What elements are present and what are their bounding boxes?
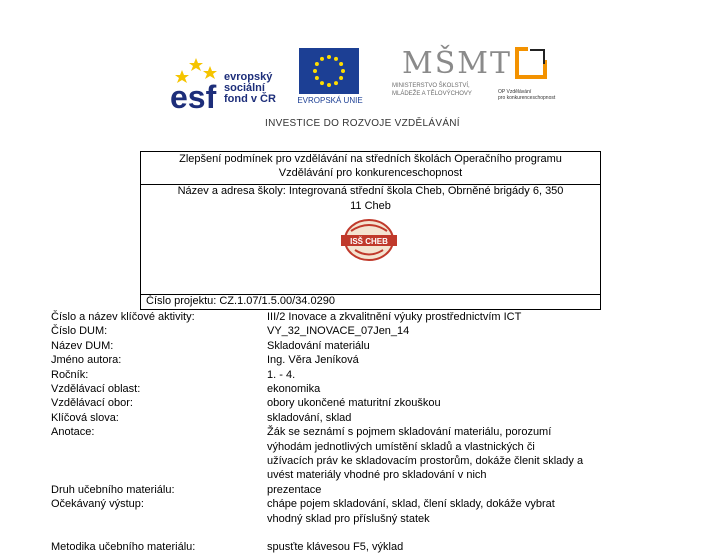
eu-star-icon [334, 81, 338, 85]
metadata-value-line: užívacích práv ke skladovacím prostorům, dokáže členit sklady a [267, 455, 584, 467]
msmt-text-line: MINISTERSTVO ŠKOLSTVÍ, [392, 83, 470, 89]
metadata-label: Číslo a název klíčové aktivity: [51, 311, 195, 323]
eu-star-icon [339, 62, 343, 66]
eu-logo [290, 48, 370, 118]
esf-text-line: evropský [224, 71, 273, 83]
metadata-value-line: chápe pojem skladování, sklad, člení sklady, dokáže vybrat [267, 498, 555, 511]
metadata-label: Metodika učebního materiálu: [51, 541, 196, 554]
msmt-text-line: MLÁDEŽE A TĚLOVÝCHOVY [392, 91, 472, 97]
metadata-value [267, 324, 647, 338]
op-square-icon [514, 46, 548, 80]
metadata-value [267, 339, 647, 353]
metadata-value [267, 368, 647, 382]
school-address-line: Název a adresa školy: Integrovaná střední škola Cheb, Obrněné brigády 6, 350 [177, 185, 564, 197]
info-box [140, 151, 601, 310]
metadata-label: Očekávaný výstup: [51, 498, 144, 511]
metadata-value-line: skladování, sklad [267, 411, 352, 424]
op-logo [492, 46, 582, 118]
seal-text: ISŠ CHEB [350, 237, 388, 246]
metadata-value-line: Ing. Věra Jeníková [267, 354, 359, 367]
metadata-value-line: vhodný sklad pro příslušný statek [267, 512, 430, 525]
msmt-text [392, 82, 502, 98]
metadata-value [267, 310, 647, 324]
metadata-value-line: Skladování materiálu [267, 339, 370, 352]
metadata-value [267, 411, 647, 425]
esf-text [224, 72, 276, 105]
metadata-value-line: spusťte klávesou F5, výklad [267, 541, 404, 554]
metadata-value [267, 497, 647, 526]
metadata-label: Jméno autora: [51, 354, 122, 367]
op-text [498, 89, 582, 101]
metadata-label: Název DUM: [51, 339, 114, 352]
metadata-value-line: ekonomika [267, 383, 321, 395]
metadata-value [267, 396, 647, 410]
msmt-logo [392, 46, 512, 118]
metadata-label: Klíčová slova: [51, 411, 119, 424]
esf-text-line: fond v ČR [224, 93, 276, 105]
metadata-value-line: výhodám jednotlivých umístění skladů a vlastnických či [267, 440, 535, 453]
op-text-line: pro konkurenceschopnost [498, 95, 556, 101]
esf-mark-icon [168, 48, 228, 118]
metadata-value-line: uvést materiály vhodné pro skladování v nich [267, 469, 487, 482]
metadata-value-line: VY_32_INOVACE_07Jen_14 [267, 325, 410, 338]
eu-flag-icon [299, 48, 359, 94]
program-title-line: Zlepšení podmínek pro vzdělávání na středních školách Operačního programu [179, 153, 562, 165]
op-text-line: OP Vzdělávání [498, 89, 532, 95]
eu-star-icon [339, 76, 343, 80]
metadata-value-line: prezentace [267, 483, 322, 496]
metadata-label: Vzdělávací oblast: [51, 383, 141, 395]
esf-logo [168, 48, 298, 118]
eu-star-icon [334, 57, 338, 61]
svg-text:esf: esf [170, 79, 217, 115]
school-address-line: 11 Cheb [350, 200, 391, 212]
program-title-line: Vzdělávání pro konkurenceschopnost [278, 167, 463, 179]
eu-star-icon [327, 83, 331, 87]
metadata-value-line: Žák se seznámí s pojmem skladování materiálu, porozumí [267, 426, 552, 439]
metadata-value [267, 425, 647, 483]
metadata-label: Ročník: [51, 368, 89, 381]
metadata-value [267, 483, 647, 497]
eu-star-icon [341, 69, 345, 73]
eu-star-icon [320, 57, 324, 61]
metadata-value [267, 353, 647, 367]
eu-label: EVROPSKÁ UNIE [297, 96, 363, 105]
eu-star-icon [315, 62, 319, 66]
eu-star-icon [315, 76, 319, 80]
metadata-label: Anotace: [51, 426, 95, 439]
esf-text-line: sociální [224, 82, 265, 94]
metadata-value-line: 1. - 4. [267, 368, 296, 381]
metadata-value [267, 540, 647, 554]
metadata-label: Číslo DUM: [51, 325, 108, 338]
metadata-value-line: III/2 Inovace a zkvalitnění výuky prostřednictvím ICT [267, 311, 522, 323]
project-number: Číslo projektu: CZ.1.07/1.5.00/34.0290 [146, 295, 335, 307]
metadata-value-line: obory ukončené maturitní zkouškou [267, 397, 441, 410]
metadata-label: Druh učebního materiálu: [51, 483, 175, 496]
school-seal-icon [337, 217, 401, 263]
logo-bar [160, 40, 580, 135]
eu-star-icon [313, 69, 317, 73]
metadata-label: Vzdělávací obor: [51, 397, 133, 410]
msmt-mark: MŠMT [402, 46, 512, 81]
metadata-value [267, 382, 647, 396]
eu-star-icon [327, 55, 331, 59]
slogan: INVESTICE DO ROZVOJE VZDĚLÁVÁNÍ [265, 118, 460, 129]
eu-star-icon [320, 81, 324, 85]
